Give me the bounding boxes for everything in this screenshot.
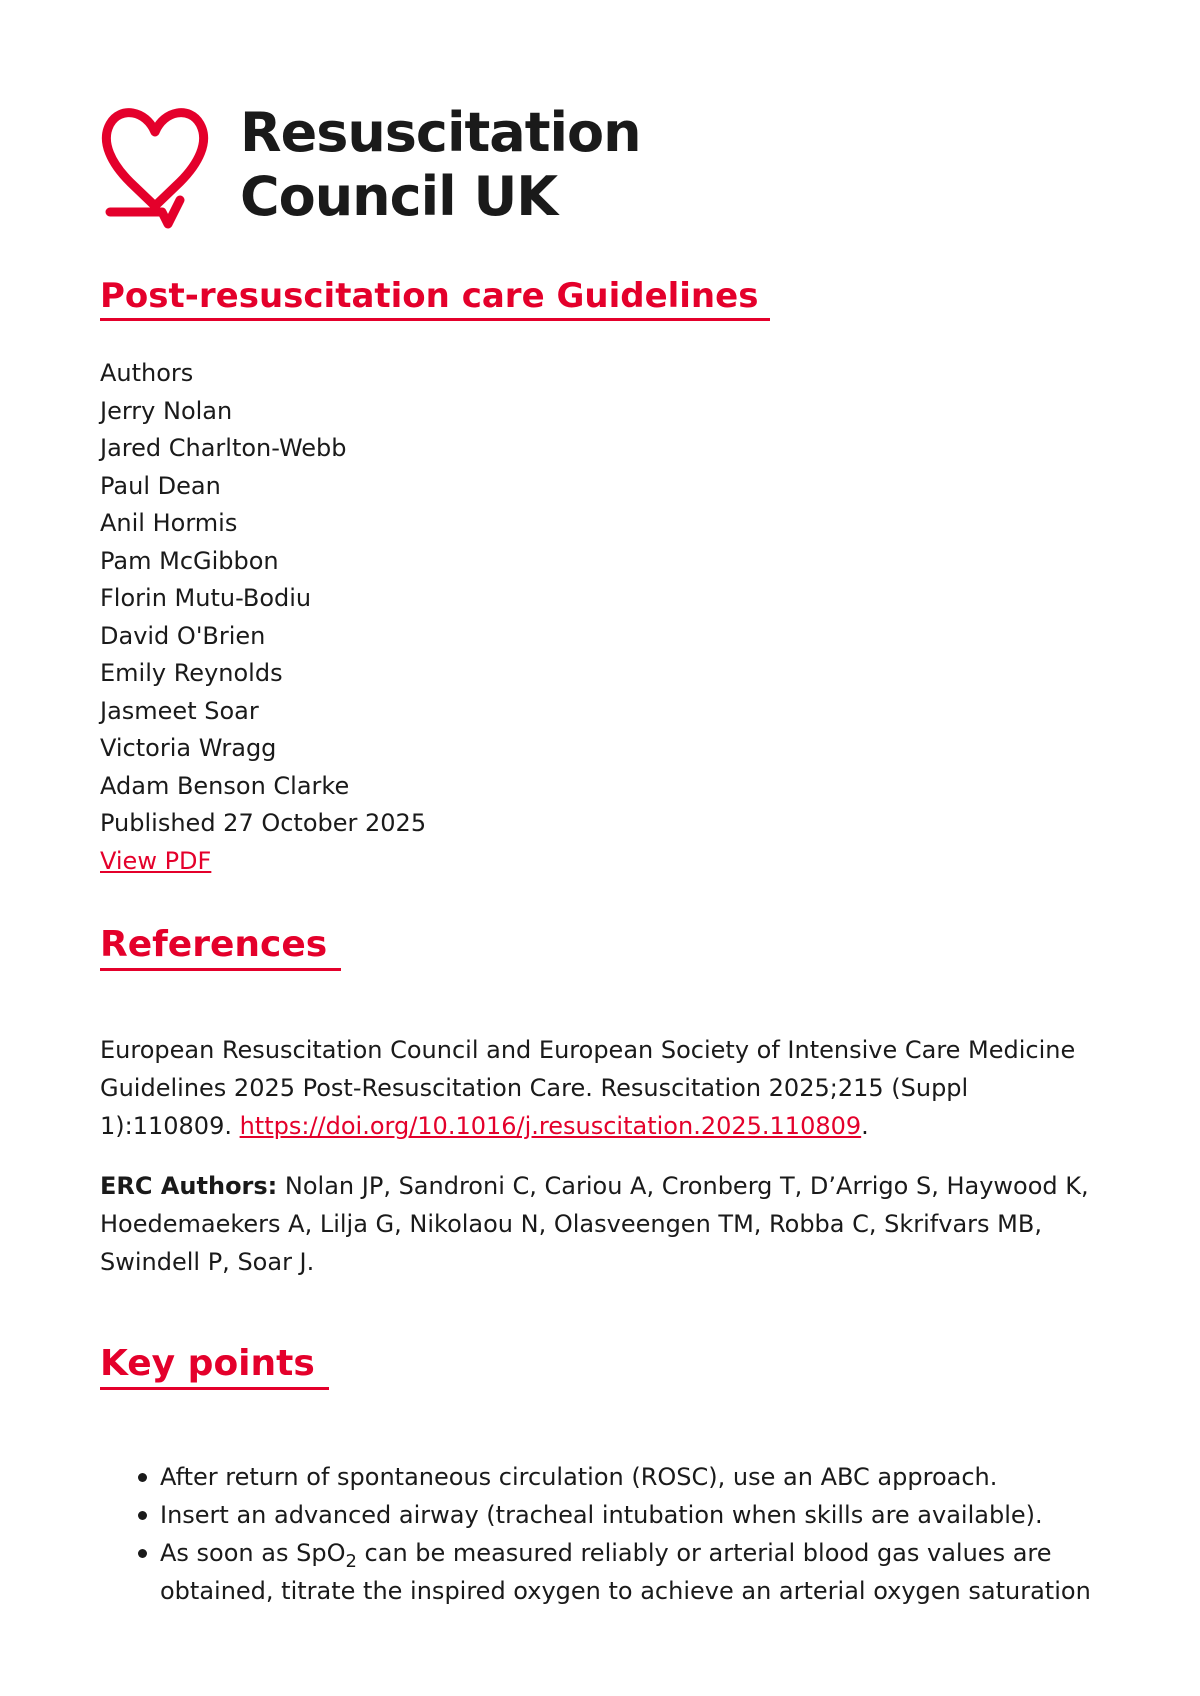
item3-sub: 2 [345, 1550, 357, 1572]
erc-authors-list: Nolan JP, Sandroni C, Cariou A, Cronberg T, D’Arrigo S, Haywood K, Hoedemaekers A, Lilja G, Nikolaou N, Olasveengen TM, Robba C, Skrifvars MB, Swindell P, Soar J. [100, 1172, 1089, 1276]
authors-block [100, 355, 1100, 880]
brand-logo[interactable] [100, 98, 1100, 232]
author-name: Emily Reynolds [100, 659, 283, 687]
list-item [160, 1534, 1100, 1610]
author-name: Victoria Wragg [100, 734, 277, 762]
view-pdf-link[interactable]: View PDF [100, 846, 212, 875]
list-item: After return of spontaneous circulation (ROSC), use an ABC approach. [160, 1458, 1100, 1496]
item3-pre: As soon as SpO [160, 1539, 346, 1567]
author-name: David O'Brien [100, 621, 266, 650]
list-item: Insert an advanced airway (tracheal intubation when skills are available). [160, 1496, 1100, 1534]
author-name: Jared Charlton-Webb [100, 434, 347, 462]
author-name: Paul Dean [100, 471, 221, 500]
author-name: Florin Mutu-Bodiu [100, 584, 312, 612]
published-date: Published 27 October 2025 [100, 809, 427, 837]
brand-name-line2: Council UK [240, 165, 558, 228]
brand-name-line1: Resuscitation [240, 101, 641, 164]
key-points-heading: Key points [100, 1341, 329, 1390]
references-heading: References [100, 922, 341, 971]
doi-link[interactable]: https://doi.org/10.1016/j.resuscitation.2025.110809 [239, 1112, 862, 1140]
brand-name [240, 101, 641, 229]
key-points-list [100, 1458, 1100, 1610]
citation-end: . [861, 1112, 869, 1140]
heart-icon [100, 98, 210, 232]
author-name: Adam Benson Clarke [100, 771, 350, 800]
erc-authors-label: ERC Authors: [100, 1172, 278, 1200]
author-name: Jasmeet Soar [100, 696, 259, 725]
author-name: Jerry Nolan [100, 396, 233, 425]
authors-heading: Authors [100, 359, 194, 387]
author-name: Anil Hormis [100, 509, 238, 537]
reference-citation [100, 1031, 1100, 1145]
author-name: Pam McGibbon [100, 546, 279, 575]
page-title: Post-resuscitation care Guidelines [100, 274, 770, 321]
erc-authors [100, 1167, 1100, 1281]
citation-text: European Resuscitation Council and European Society of Intensive Care Medicine Guidelines 2025 Post-Resuscitation Care. Resuscitation 2025;215 (Suppl 1):110809. [100, 1036, 1076, 1140]
item3-post: can be measured reliably or arterial blood gas values are obtained, titrate the inspired oxygen to achieve an arterial oxygen saturation [160, 1539, 1091, 1605]
